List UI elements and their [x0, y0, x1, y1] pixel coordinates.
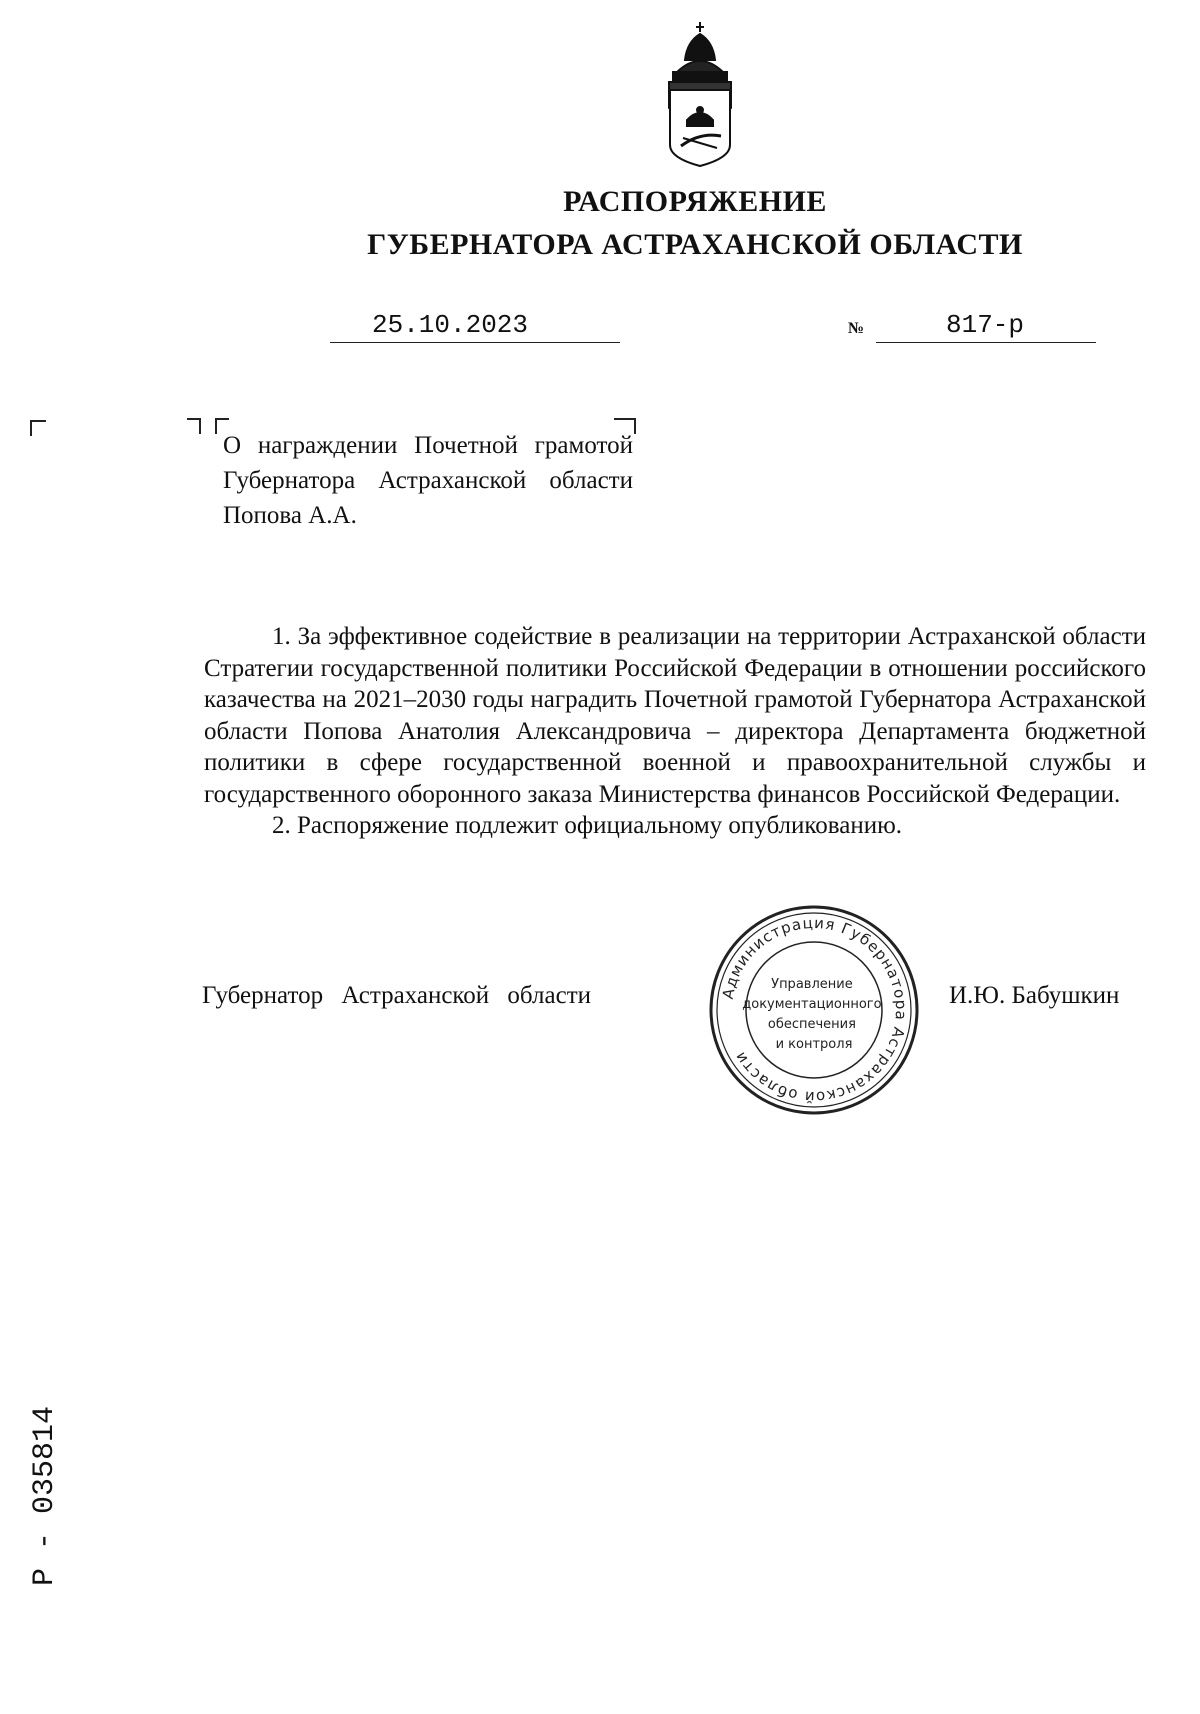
document-body [204, 621, 1146, 842]
body-paragraph: 1. За эффективное содействие в реализации на территории Астраханской области Стратегии государственной политики Российской Федерации в отношении российского казачества на 2021–2030 годы наградить Почетной грамотой Губернатора Астраханской области Попова Анатолия Александровича – директора Департамента бюджетной политики в сфере государственной военной и правоохранительной службы и государственного оборонного заказа Министерства финансов Российской Федерации. [204, 623, 1146, 808]
seal-center-line: обеспечения [767, 1017, 856, 1032]
seal-center-line: и контроля [775, 1037, 853, 1052]
serial-number: Р - 035814 [28, 1405, 62, 1586]
subject-corner-mark [187, 418, 201, 434]
document-date: 25.10.2023 [371, 310, 529, 340]
margin-corner-mark [30, 420, 46, 436]
coat-of-arms-emblem [655, 20, 745, 170]
signatory-name: И.Ю. Бабушкин [949, 982, 1120, 1009]
body-paragraph: 2. Распоряжение подлежит официальному опубликованию. [272, 812, 903, 839]
number-underline [876, 342, 1096, 343]
seal-ring-text: Администрация Губернатора Астраханской области [718, 913, 911, 1107]
seal-center-line: Управление [771, 977, 853, 992]
document-number: 817-р [945, 310, 1024, 340]
number-sign: № [848, 320, 865, 337]
document-title: РАСПОРЯЖЕНИЕ [563, 185, 827, 218]
subject-heading: О награждении Почетной грамотой Губернатора Астраханской области Попова А.А. [223, 432, 633, 529]
signatory-position: Губернатор Астраханской области [202, 982, 592, 1009]
serial-number-stamp [12, 1350, 72, 1590]
official-seal [704, 900, 924, 1120]
svg-text:Управление документационно [742, 977, 885, 1052]
seal-center-line: документационного [742, 997, 882, 1012]
document-issuer: ГУБЕРНАТОРА АСТРАХАНСКОЙ ОБЛАСТИ [367, 228, 1023, 261]
date-underline [330, 342, 620, 343]
